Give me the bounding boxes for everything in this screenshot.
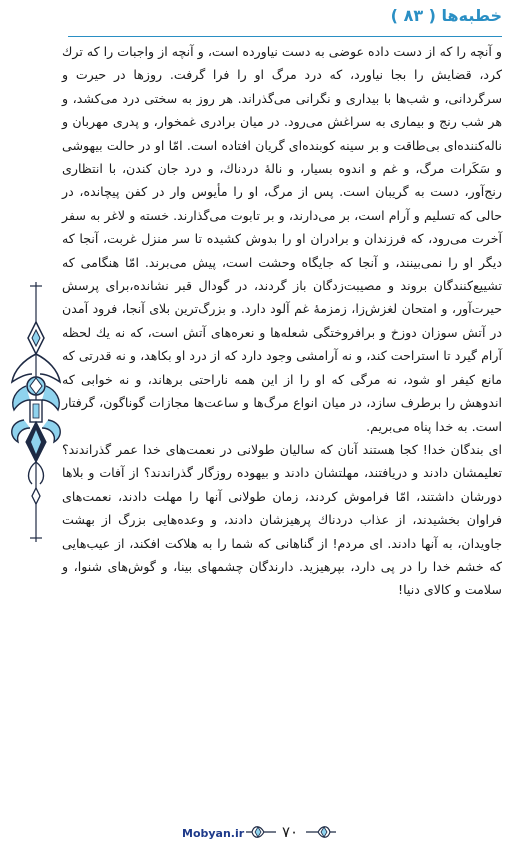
page-header bbox=[40, 6, 502, 32]
paragraph-1: و آنچه را که از دست داده عوضی به دست نیاورده است، و آنچه از واجبات را که ترك كرد، قضايش را بجا نياورد، كه درد مرگ او را فرا گرفت. روزها در حيرت و سرگردانی، و شب‌ها با بيداری و نگرانی می‌گذراند. هر روز به سختی درد می‌کشد، و هر شب رنج و بیماری به سراغش می‌رود. در میان برادری غمخوار، و پدری مهربان و ناله‌کننده‌ای بی‌طاقت و بر سینه کوبنده‌ای گریان افتاده است. امّا او در حالت بیهوشی و سَکَرات مرگ، و غم و اندوه بسیار، و نالهٔ دردناك، و درد جان کندن، با انتظاری رنج‌آور، دست به گریبان است. پس از مرگ، او را مأیوس وار در کفن پیچانده، در حالی که تسلیم و آرام است، بر می‌دارند، و بر تابوت می‌گذارند. خسته و لاغر به سفر آخرت می‌رود، که فرزندان و برادران او را بدوش کشیده تا سر منزل غربت، آنجا كه دیگر او را نمی‌بینند، و آنجا که جایگاه وحشت است، پیش می‌برند. امّا هنگامی که تشییع‌کنندگان بروند و مصیبت‌زدگان باز گردند، در گودال قبر نشانده،برای پرسش حیرت‌آور، و امتحان لغزش‌زا، زمزمهٔ غم آلود دارد. و بزرگ‌ترین بلای آنجا، فرود آمدن در آتش سوزان دوزخ و برافروختگی شعله‌ها و نعره‌های آتش است، كه نه يك لحظه آرام گيرد تا استراحت کند، و نه آرامشی وجود دارد که از درد او بکاهد، و نه قدرتی که مانع کیفر او شود، نه مرگی که او را از این همه ناراحتی برهاند، و نه خوابی که اندوهش را برطرف سازد، در میان انواع مرگ‌ها و ساعت‌ها مجازات گوناگون، گرفتار است. به خدا پناه می‌بریم. bbox=[62, 44, 502, 434]
margin-ornament-icon bbox=[4, 282, 68, 542]
header-divider bbox=[68, 36, 502, 37]
chapter-title: خطبه‌ها ( ۸۳ ) bbox=[390, 6, 502, 25]
footer-ornament-right-icon bbox=[306, 819, 336, 845]
page-footer bbox=[0, 815, 520, 849]
page-number: ۷۰ bbox=[282, 823, 299, 841]
footer-ornament-left-icon bbox=[246, 819, 276, 845]
site-watermark: Mobyan.ir bbox=[182, 827, 245, 840]
paragraph-2: ای بندگان خدا! کجا هستند آنان که سالیان طولانی در نعمت‌های خدا عمر گذراندند؟ تعلیمشان دادند و دریافتند، مهلتشان دادند و بیهوده روزگار گذراندند؟ از آفات و بلاها دورشان داشتند، امّا فراموش کردند، زمان طولانی آنها را مهلت دادند، نعمت‌های فراوان بخشیدند، از عذاب دردناك پرهیزشان دادند، و وعده‌هایی بزرگ از بهشت جاویدان، به آنها دادند. ای مردم! از گناهانی که شما را به هلاکت افکند، از عیب‌هایی که خشم خدا را در پی دارد، بپرهیزید. دارندگان چشمهای بینا، و گوش‌های شنوا، و سلامت و کالای دنیا! bbox=[62, 441, 502, 598]
main-text bbox=[62, 40, 502, 602]
